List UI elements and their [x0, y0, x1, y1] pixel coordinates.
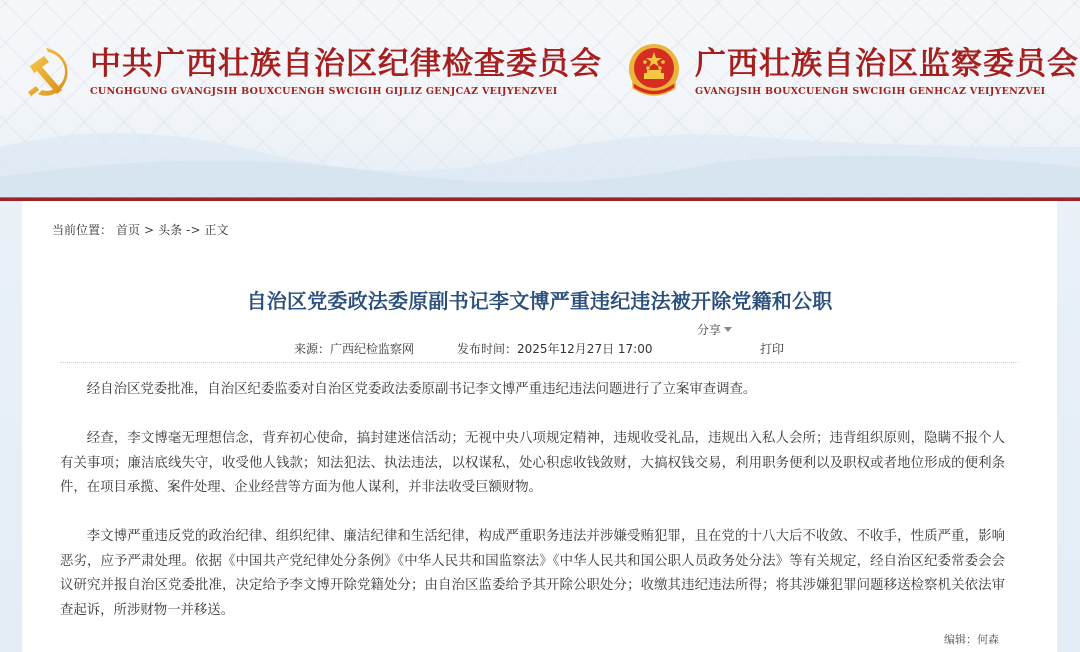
- breadcrumb: [52, 221, 229, 238]
- editor-credit: 编辑：何森: [944, 633, 999, 646]
- publish-time: 发布时间：2025年12月27日 17:00: [457, 342, 653, 356]
- breadcrumb-current: 正文: [204, 223, 229, 237]
- article-panel: [22, 201, 1057, 652]
- breadcrumb-label: 当前位置：: [52, 223, 113, 237]
- share-label: 分享: [697, 323, 722, 337]
- article-body: [60, 378, 1005, 648]
- print-button[interactable]: 打印: [760, 342, 785, 356]
- mountain-background: [0, 107, 1080, 197]
- article-source: 来源：广西纪检监察网: [294, 342, 415, 356]
- article-paragraph: 经自治区党委批准，自治区纪委监委对自治区党委政法委原副书记李文博严重违纪违法问题进行了立案审查调查。: [86, 382, 757, 397]
- ccdi-title-cn: 中共广西壮族自治区纪律检查委员会: [90, 46, 602, 82]
- ccdi-title-en: CUNGHGUNG GVANGJSIH BOUXCUENGH SWCIGIH GIJLIZ GENJCAZ VEIJYENZVEI: [90, 86, 558, 97]
- breadcrumb-headlines[interactable]: 头条: [158, 223, 183, 237]
- supervision-title-cn: 广西壮族自治区监察委员会: [695, 46, 1079, 82]
- ccdi-logo[interactable]: [22, 42, 602, 100]
- breadcrumb-separator: >: [144, 222, 155, 237]
- article-paragraph: 李文博严重违反党的政治纪律、组织纪律、廉洁纪律和生活纪律，构成严重职务违法并涉嫌受贿犯罪，且在党的十八大后不收敛、不收手，性质严重，影响恶劣，应予严肃处理。依据《中国共产党纪律处分条例》《中华人民共和国监察法》《中华人民共和国公职人员政务处分法》等有关规定，经自治区纪委常委会会议研究并报自治区党委批准，决定给予李文博开除党籍处分；由自治区监委给予其开除公职处分；收缴其违纪违法所得；将其涉嫌犯罪问题移送检察机关依法审查起诉，所涉财物一并移送。: [60, 529, 1005, 618]
- national-emblem-icon: [627, 42, 681, 100]
- meta-divider: [60, 362, 1018, 363]
- party-emblem-icon: [22, 42, 76, 100]
- share-button[interactable]: [697, 321, 732, 338]
- article-paragraph: 经查，李文博毫无理想信念，背弃初心使命，搞封建迷信活动；无视中央八项规定精神，违规收受礼品，违规出入私人会所；违背组织原则，隐瞒不报个人有关事项；廉洁底线失守，收受他人钱款；知法犯法、执法违法，以权谋私，处心积虑收钱敛财，大搞权钱交易，利用职务便利以及职权或者地位形成的便利条件，在项目承揽、案件处理、企业经营等方面为他人谋利，并非法收受巨额财物。: [60, 431, 1005, 495]
- caret-down-icon: [724, 327, 732, 332]
- header-banner: [0, 0, 1080, 197]
- supervision-commission-logo[interactable]: [627, 42, 1079, 100]
- breadcrumb-separator: ->: [186, 222, 201, 237]
- breadcrumb-home[interactable]: 首页: [116, 223, 141, 237]
- article-title: 自治区党委政法委原副书记李文博严重违纪违法被开除党籍和公职: [246, 289, 833, 313]
- supervision-title-en: GVANGJSIH BOUXCUENGH SWCIGIH GENHCAZ VEIJYENZVEI: [695, 86, 1046, 97]
